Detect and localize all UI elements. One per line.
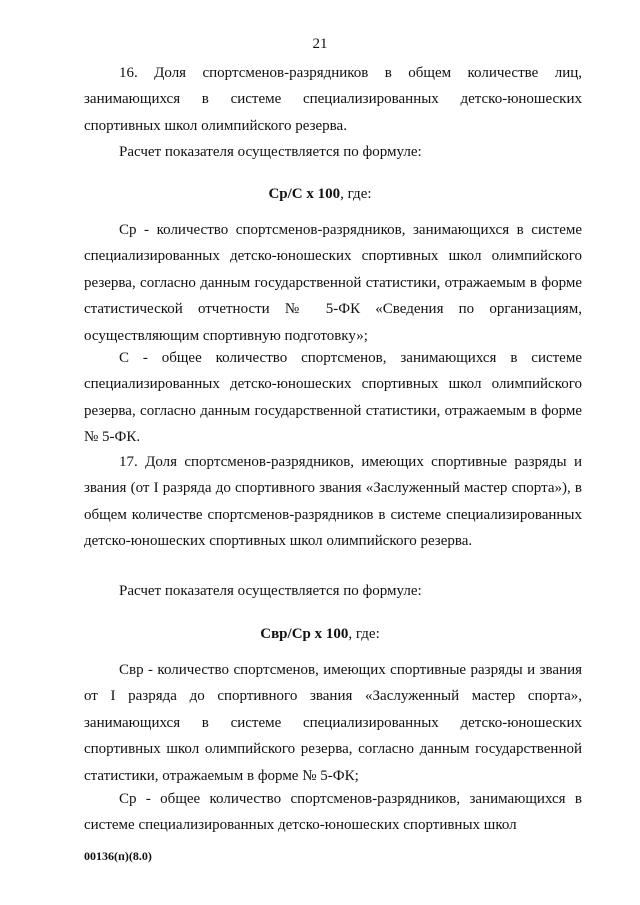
formula-2 — [0, 626, 640, 643]
paragraph-item-16: 16. Доля спортсменов-разрядников в общем количестве лиц, занимающихся в системе специализированных детско-юношеских спортивных школ олимпийского резерва. — [84, 65, 582, 134]
paragraph-definition-sr-total: Ср - общее количество спортсменов-разрядников, занимающихся в системе специализированных детско-юношеских спортивных школ — [84, 791, 582, 834]
paragraph-definition-svr: Свр - количество спортсменов, имеющих спортивные разряды и звания от I разряда до спортивного звания «Заслуженный мастер спорта», занимающихся в системе специализированных детско-юношеских спортивных школ олимпийского резерва, согласно данным государственной статистики, отражаемым в форме № 5-ФК; — [84, 662, 582, 784]
paragraph-definition-s: С - общее количество спортсменов, занимающихся в системе специализированных детско-юношеских спортивных школ олимпийского резерва, согласно данным государственной статистики, отражаемым в форме № 5-ФК. — [84, 350, 582, 446]
formula-1 — [0, 186, 640, 203]
paragraph-calc-intro-1: Расчет показателя осуществляется по формуле: — [119, 144, 422, 160]
formula-2-suffix: , где: — [348, 626, 380, 642]
document-footer-code: 00136(п)(8.0) — [84, 849, 152, 863]
page-number: 21 — [312, 36, 328, 52]
paragraph-calc-intro-2: Расчет показателя осуществляется по формуле: — [119, 583, 422, 599]
formula-2-expression: Свр/Ср х 100 — [260, 626, 349, 642]
formula-1-suffix: , где: — [340, 186, 372, 202]
formula-1-expression: Ср/С х 100 — [268, 186, 341, 202]
paragraph-item-17: 17. Доля спортсменов-разрядников, имеющих спортивные разряды и звания (от I разряда до спортивного звания «Заслуженный мастер спорта»), в общем количестве спортсменов-разрядников в системе специализированных детско-юношеских спортивных школ олимпийского резерва. — [84, 454, 582, 550]
paragraph-definition-sr: Ср - количество спортсменов-разрядников, занимающихся в системе специализированных детско-юношеских спортивных школ олимпийского резерва, согласно данным государственной статистики, отражаемым в форме статистической отчетности № 5-ФК «Сведения по организациям, осуществляющим спортивную подготовку»; — [84, 222, 582, 344]
